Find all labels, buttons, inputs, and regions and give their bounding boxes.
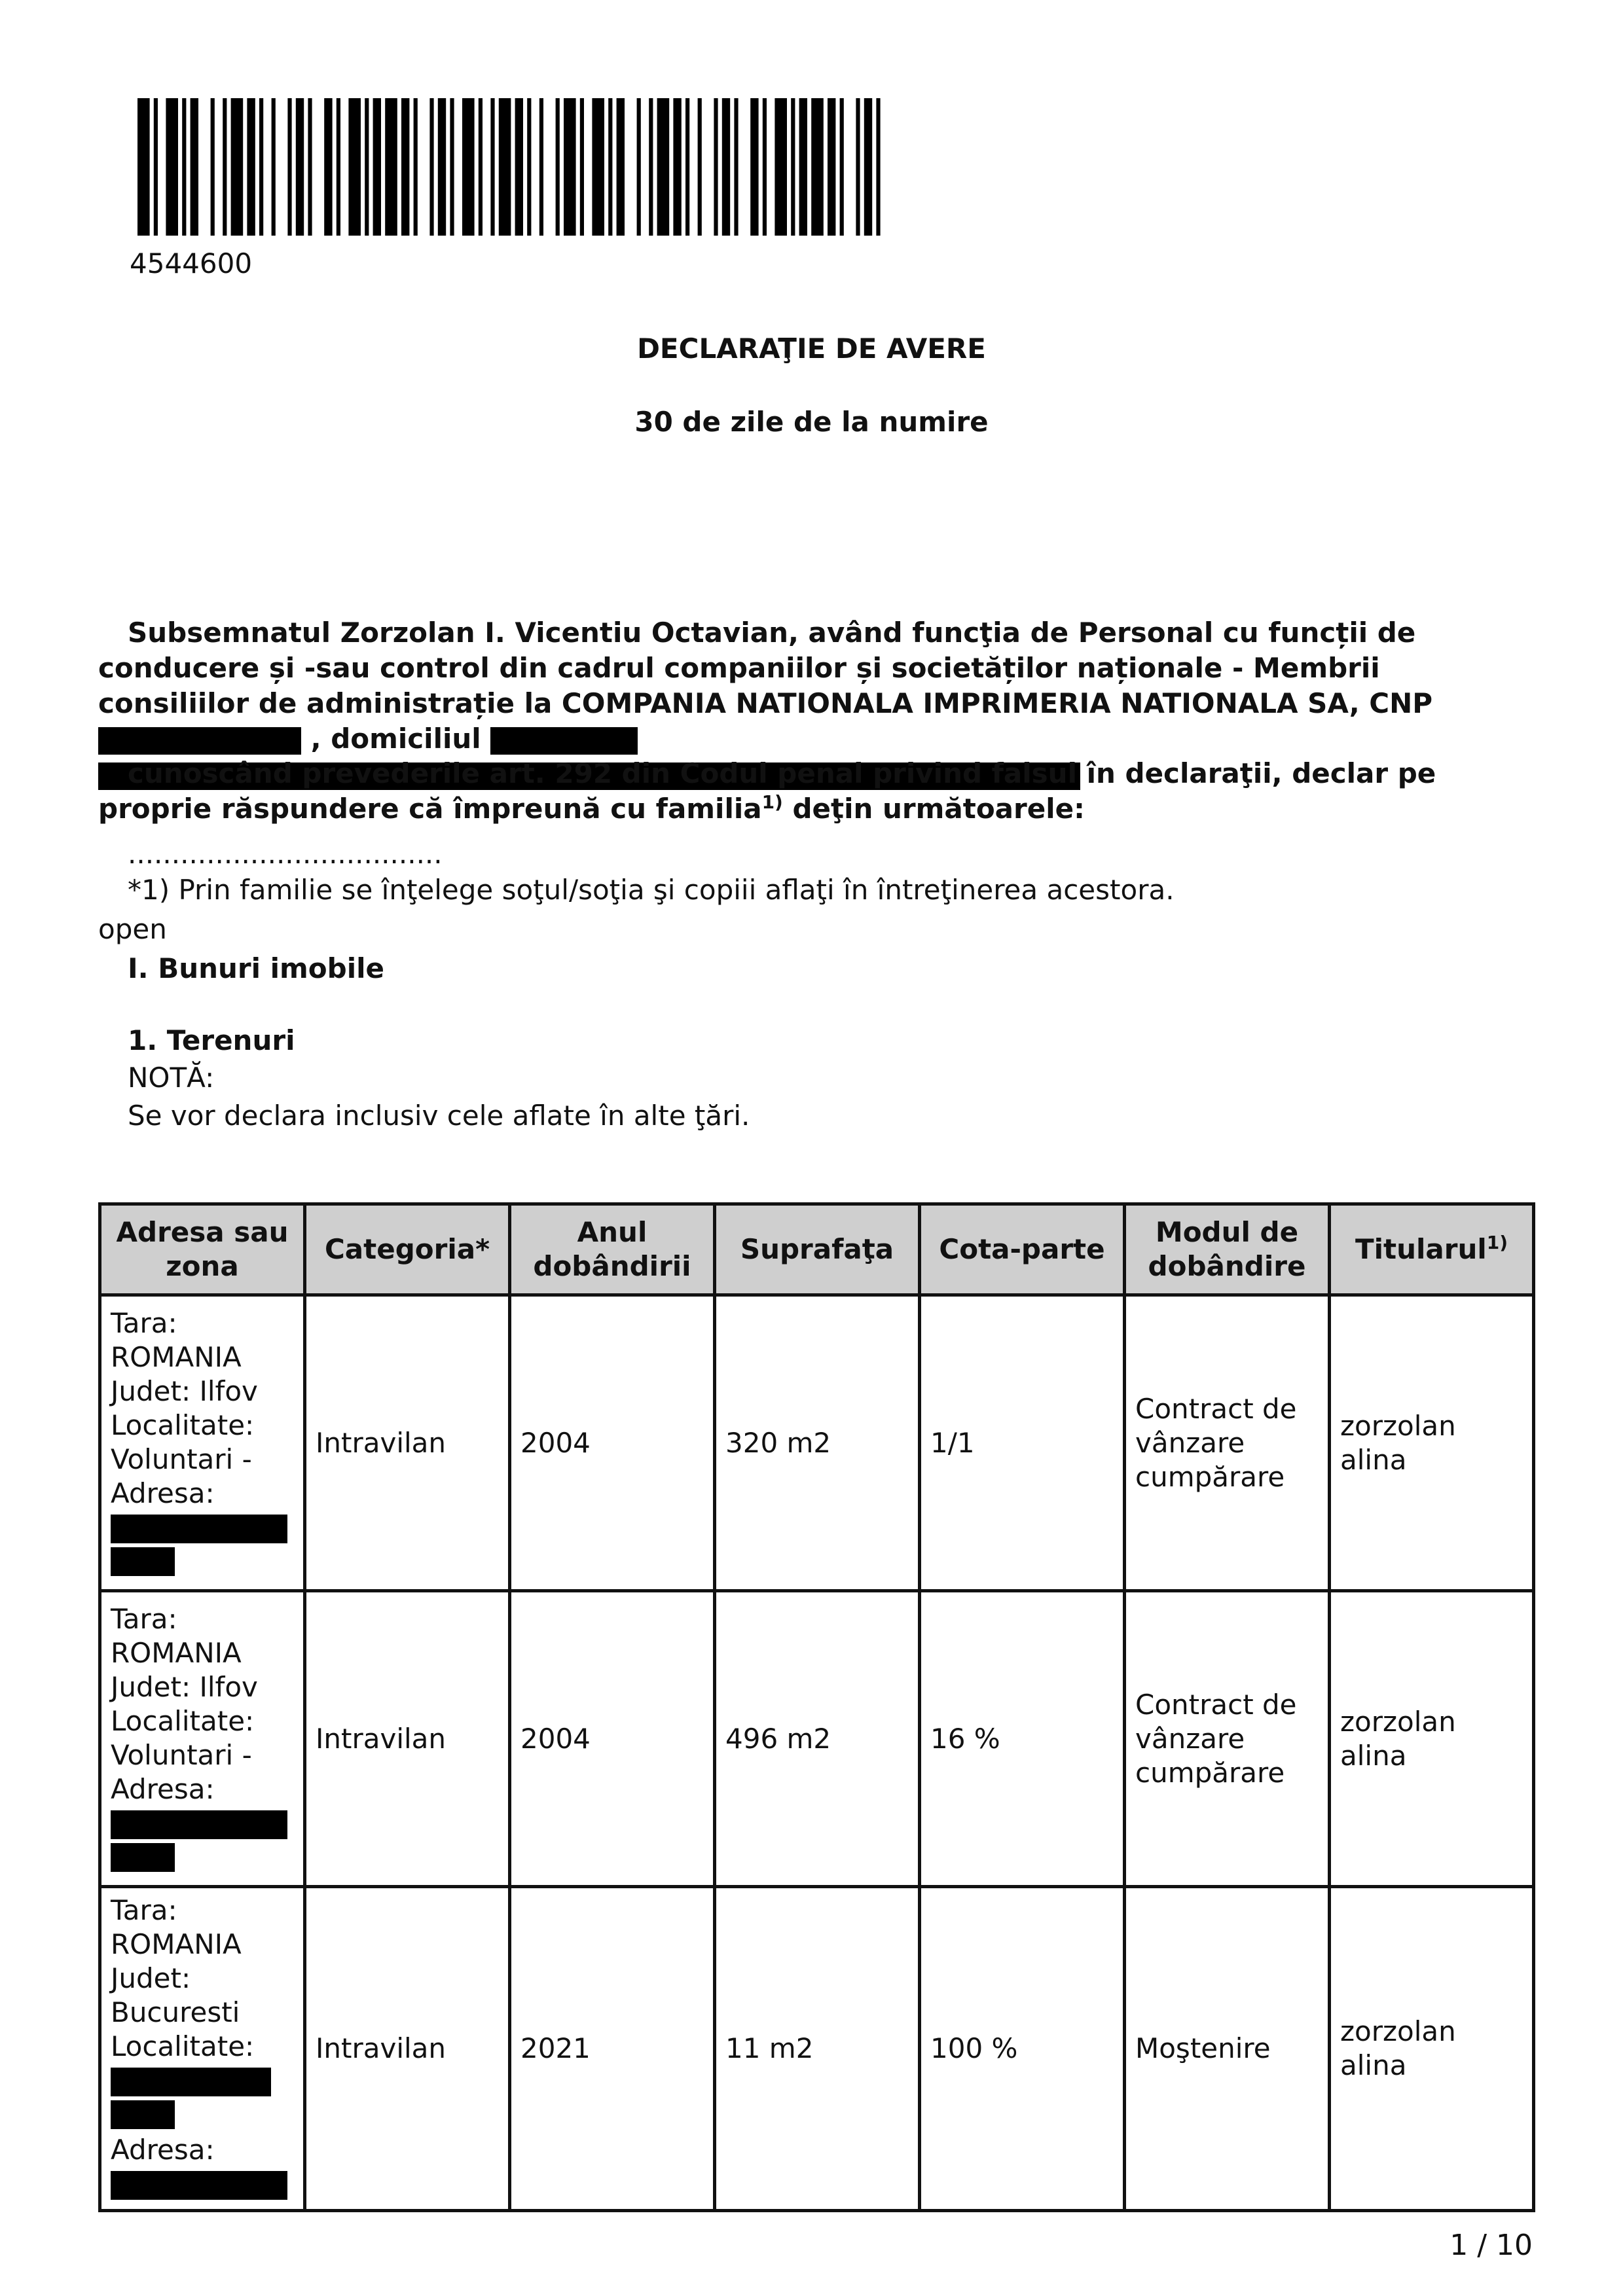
cell-category: Intravilan	[305, 1887, 510, 2211]
barcode	[137, 98, 884, 236]
redacted-address	[111, 2171, 287, 2200]
declaration-end: deţin următoarele:	[782, 793, 1085, 825]
header-owner-label: Titularul	[1355, 1233, 1487, 1265]
section-title: I. Bunuri imobile	[128, 952, 385, 984]
cell-surface: 320 m2	[715, 1295, 920, 1591]
open-label: open	[98, 913, 167, 945]
address-line: Adresa:	[111, 1772, 215, 1805]
redacted-domicile	[490, 727, 638, 755]
cell-owner: zorzolan alina	[1330, 1887, 1534, 2211]
cell-share: 16 %	[920, 1591, 1125, 1887]
cell-share: 100 %	[920, 1887, 1125, 2211]
nota-label: NOTĂ:	[128, 1062, 215, 1094]
address-line: Voluntari -	[111, 1443, 252, 1475]
subsection-title: 1. Terenuri	[128, 1024, 295, 1056]
nota-text: Se vor declara inclusiv cele aflate în alte ţări.	[128, 1100, 750, 1132]
header-owner	[1330, 1204, 1534, 1295]
cell-mode: Contract de vânzare cumpărare	[1125, 1591, 1330, 1887]
address-line: ROMANIA	[111, 1340, 242, 1373]
intro-text: Subsemnatul Zorzolan I. Vicentiu Octavian, având funcţia de Personal cu funcții de conducere și -sau control din cadrul companiilor și societăților naționale - Membrii consiliilor de administrație la COMPANIA NATIONALA IMPRIMERIA NATIONALA SA, CNP	[98, 617, 1433, 719]
address-line: Adresa:	[111, 1477, 215, 1509]
cell-year: 2004	[510, 1591, 715, 1887]
barcode-number: 4544600	[130, 247, 253, 279]
cell-owner: zorzolan alina	[1330, 1591, 1534, 1887]
cell-mode: Moştenire	[1125, 1887, 1330, 2211]
header-category: Categoria*	[305, 1204, 510, 1295]
redacted-cnp	[98, 727, 301, 755]
redacted-address	[111, 1547, 175, 1576]
cell-address	[100, 1887, 305, 2211]
header-surface: Suprafaţa	[715, 1204, 920, 1295]
cell-category: Intravilan	[305, 1591, 510, 1887]
page-number: 1 / 10	[1450, 2229, 1533, 2262]
header-address: Adresa sau zona	[100, 1204, 305, 1295]
redacted-locality	[111, 2100, 175, 2129]
address-line: Tara:	[111, 1306, 177, 1339]
address-line: Localitate:	[111, 1704, 255, 1737]
cell-owner: zorzolan alina	[1330, 1295, 1534, 1591]
cell-surface: 496 m2	[715, 1591, 920, 1887]
address-line: ROMANIA	[111, 1636, 242, 1669]
cell-year: 2004	[510, 1295, 715, 1591]
cell-surface: 11 m2	[715, 1887, 920, 2211]
footnote-ref: 1)	[761, 791, 783, 813]
address-line: Tara:	[111, 1894, 177, 1926]
address-line: Localitate:	[111, 2030, 255, 2062]
cell-address	[100, 1591, 305, 1887]
cell-address	[100, 1295, 305, 1591]
declaration-paragraph	[98, 756, 1539, 827]
table-header-row	[100, 1204, 1534, 1295]
header-mode: Modul de dobândire	[1125, 1204, 1330, 1295]
document-title: DECLARAŢIE DE AVERE	[637, 332, 986, 365]
cell-share: 1/1	[920, 1295, 1125, 1591]
redacted-locality	[111, 2068, 271, 2096]
footnote: *1) Prin familie se înţelege soţul/soţia şi copiii aflaţi în întreţinerea acestora.	[128, 874, 1175, 906]
address-line: Localitate:	[111, 1408, 255, 1441]
cell-year: 2021	[510, 1887, 715, 2211]
document-subtitle: 30 de zile de la numire	[634, 406, 989, 438]
address-line: Judet: Ilfov	[111, 1374, 258, 1407]
header-share: Cota-parte	[920, 1204, 1125, 1295]
redacted-address	[111, 1843, 175, 1872]
table-row	[100, 1887, 1534, 2211]
table-row	[100, 1295, 1534, 1591]
header-year: Anul dobândirii	[510, 1204, 715, 1295]
intro-domicile: , domiciliul	[310, 723, 481, 755]
address-line: ROMANIA	[111, 1928, 242, 1960]
declaration-text: cunoscând prevederile art. 292 din Codul penal privind falsul în declaraţii, declar pe proprie răspundere că împreună cu familia	[98, 757, 1436, 825]
table-row	[100, 1591, 1534, 1887]
redacted-address	[111, 1810, 287, 1839]
cell-mode: Contract de vânzare cumpărare	[1125, 1295, 1330, 1591]
address-line: Judet:	[111, 1962, 191, 1994]
redacted-address	[111, 1515, 287, 1543]
address-line: Bucuresti	[111, 1996, 240, 2028]
land-table	[98, 1202, 1535, 2212]
header-owner-sup: 1)	[1486, 1232, 1508, 1253]
address-line: Judet: Ilfov	[111, 1670, 258, 1703]
dotted-line: ....................................	[128, 838, 443, 870]
cell-category: Intravilan	[305, 1295, 510, 1591]
address-line: Voluntari -	[111, 1738, 252, 1771]
address-line: Adresa:	[111, 2134, 215, 2166]
address-line: Tara:	[111, 1602, 177, 1635]
